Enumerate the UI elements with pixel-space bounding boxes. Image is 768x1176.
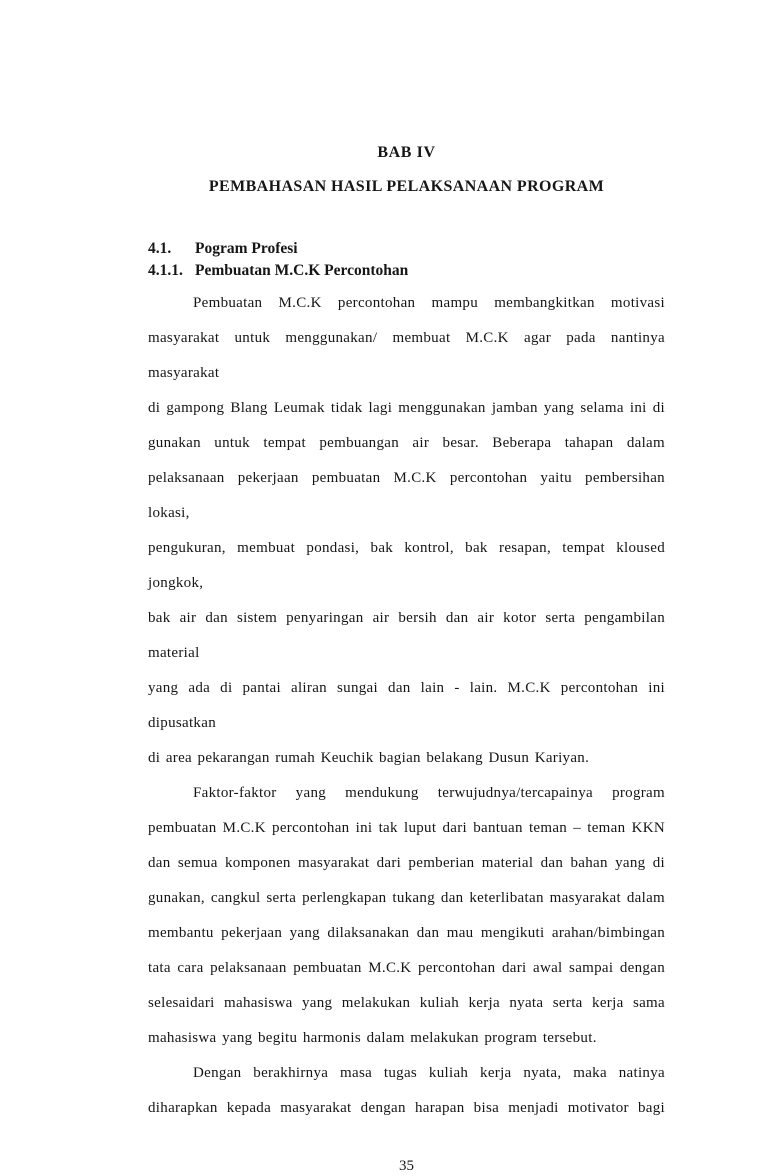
text-line: membantu pekerjaan yang dilaksanakan dan mau mengikuti arahan/bimbingan	[148, 925, 665, 941]
text-line: di area pekarangan rumah Keuchik bagian belakang Dusun Kariyan.	[148, 750, 590, 766]
text-line: masyarakat untuk menggunakan/ membuat M.C.K agar pada nantinya masyarakat	[148, 330, 665, 381]
text-line: Faktor-faktor yang mendukung terwujudnya/tercapainya program	[193, 785, 665, 801]
section-headings	[148, 238, 665, 282]
text-line: dan semua komponen masyarakat dari pemberian material dan bahan yang di	[148, 855, 665, 871]
page-number: 35	[399, 1158, 414, 1174]
text-line: gunakan, cangkul serta perlengkapan tukang dan keterlibatan masyarakat dalam	[148, 890, 665, 906]
text-line: selesaidari mahasiswa yang melakukan kuliah kerja nyata serta kerja sama	[148, 995, 665, 1011]
section-heading-4-1	[148, 238, 665, 260]
text-line: mahasiswa yang begitu harmonis dalam melakukan program tersebut.	[148, 1030, 597, 1046]
text-line: tata cara pelaksanaan pembuatan M.C.K percontohan dari awal sampai dengan	[148, 960, 665, 976]
section-heading-4-1-1	[148, 260, 665, 282]
section-label: Pembuatan M.C.K Percontohan	[195, 262, 409, 279]
section-number: 4.1.	[148, 240, 172, 257]
paragraph	[148, 776, 665, 1056]
text-line: di gampong Blang Leumak tidak lagi menggunakan jamban yang selama ini di	[148, 400, 665, 416]
text-line: diharapkan kepada masyarakat dengan harapan bisa menjadi motivator bagi	[148, 1100, 665, 1116]
section-number: 4.1.1.	[148, 262, 183, 279]
text-line: bak air dan sistem penyaringan air bersih dan air kotor serta pengambilan material	[148, 610, 665, 661]
text-line: yang ada di pantai aliran sungai dan lain - lain. M.C.K percontohan ini dipusatkan	[148, 680, 665, 731]
body-text	[148, 286, 665, 1126]
chapter-heading: BAB IV	[377, 144, 436, 161]
paragraph	[148, 286, 665, 776]
text-line: pengukuran, membuat pondasi, bak kontrol, bak resapan, tempat kloused jongkok,	[148, 540, 665, 591]
text-line: Pembuatan M.C.K percontohan mampu membangkitkan motivasi	[193, 295, 665, 311]
text-line: gunakan untuk tempat pembuangan air besar. Beberapa tahapan dalam	[148, 435, 665, 451]
report-title: PEMBAHASAN HASIL PELAKSANAAN PROGRAM	[208, 178, 605, 195]
text-line: Dengan berakhirnya masa tugas kuliah kerja nyata, maka natinya	[193, 1065, 665, 1081]
text-line: pelaksanaan pekerjaan pembuatan M.C.K percontohan yaitu pembersihan lokasi,	[148, 470, 665, 521]
paragraph	[148, 1056, 665, 1126]
text-line: pembuatan M.C.K percontohan ini tak luput dari bantuan teman – teman KKN	[148, 820, 665, 836]
section-label: Pogram Profesi	[195, 240, 298, 257]
